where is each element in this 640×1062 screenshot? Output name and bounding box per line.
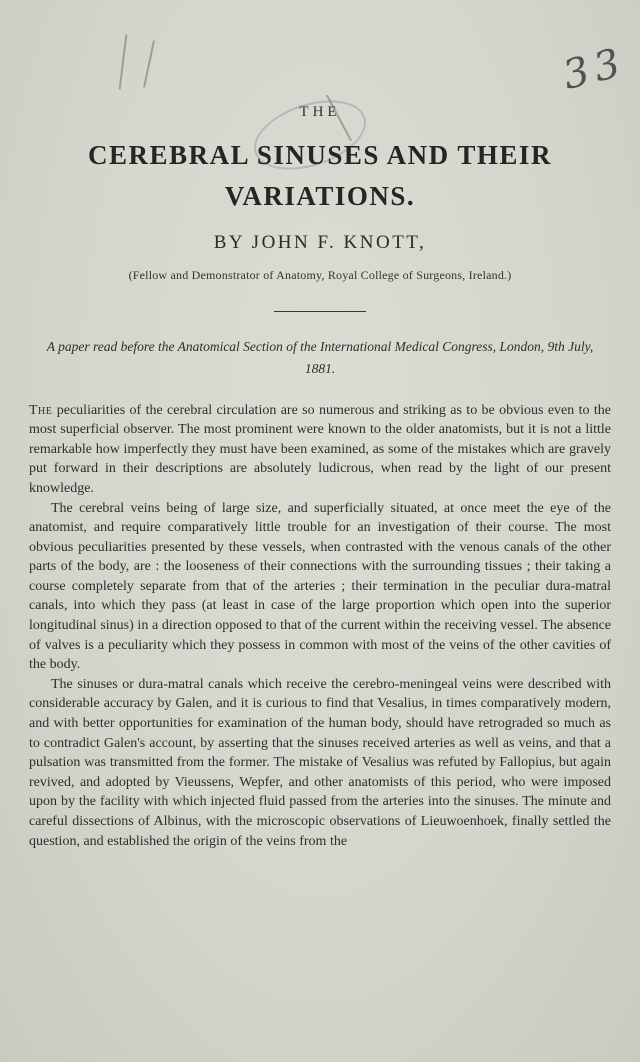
paragraph-1-text: peculiarities of the cerebral circulation are so numerous and striking as to be obvious even to the most superficial observer. The most prominent were known to the older anatomists, but it is not a little remarkable how imperfectly they must have been examined, as some of the mistakes which are gravely put forward in their descriptions are absolutely ludicrous, when read by the light of our present knowledge. [29, 402, 611, 496]
page-title-line2: VARIATIONS. [224, 180, 416, 211]
lead-word: The [29, 402, 53, 418]
author-affiliation: (Fellow and Demonstrator of Anatomy, Royal College of Surgeons, Ireland.) [128, 268, 512, 282]
page-title [0, 135, 640, 216]
body-text [29, 401, 611, 852]
paper-subtitle: A paper read before the Anatomical Section of the International Medical Congress, London, 9th July, 1881. [46, 339, 594, 377]
page-title-line1: CEREBRAL SINUSES AND THEIR [88, 140, 552, 170]
pretitle: THE [299, 104, 341, 120]
handwritten-page-number: 33 [558, 39, 631, 99]
paragraph-1 [29, 401, 611, 499]
title-block [0, 0, 640, 283]
divider-rule [274, 311, 366, 312]
paragraph-3: The sinuses or dura-matral canals which receive the cerebro-meningeal veins were described with considerable accuracy by Galen, and it is curious to find that Vesalius, in times comparatively modern, and with better opportunities for examination of the human body, should have retrograded so much as to contradict Galen's account, by asserting that the sinuses received arteries as well as veins, and that a pulsation was transmitted from the former. The mistake of Vesalius was refuted by Fallopius, but again revived, and adopted by Vieussens, Wepfer, and other anatomists of this period, who were imposed upon by the facility with which injected fluid passed from the arteries into the sinuses. The minute and careful dissections of Albinus, with the microscopic observations of Lieuwoenhoek, finally settled the question, and established the origin of the veins from the [29, 676, 611, 849]
author-byline: BY JOHN F. KNOTT, [213, 232, 427, 253]
paragraph-2: The cerebral veins being of large size, and superficially situated, at once meet the eye of the anatomist, and require comparatively little trouble for an investigation of their course. The most obvious peculiarities presented by these vessels, when contrasted with the venous canals of the other parts of the body, are : the looseness of their connections with the surrounding tissues ; their taking a course completely separate from that of the arteries ; their termination in the peculiar dura-matral canals, into which they pass (at least in case of the large proportion which open into the superior longitudinal sinus) in a direction opposed to that of the current within the receiving vessel. The absence of valves is a peculiarity which they possess in common with most of the veins of the other cavities of the body. [29, 500, 611, 673]
